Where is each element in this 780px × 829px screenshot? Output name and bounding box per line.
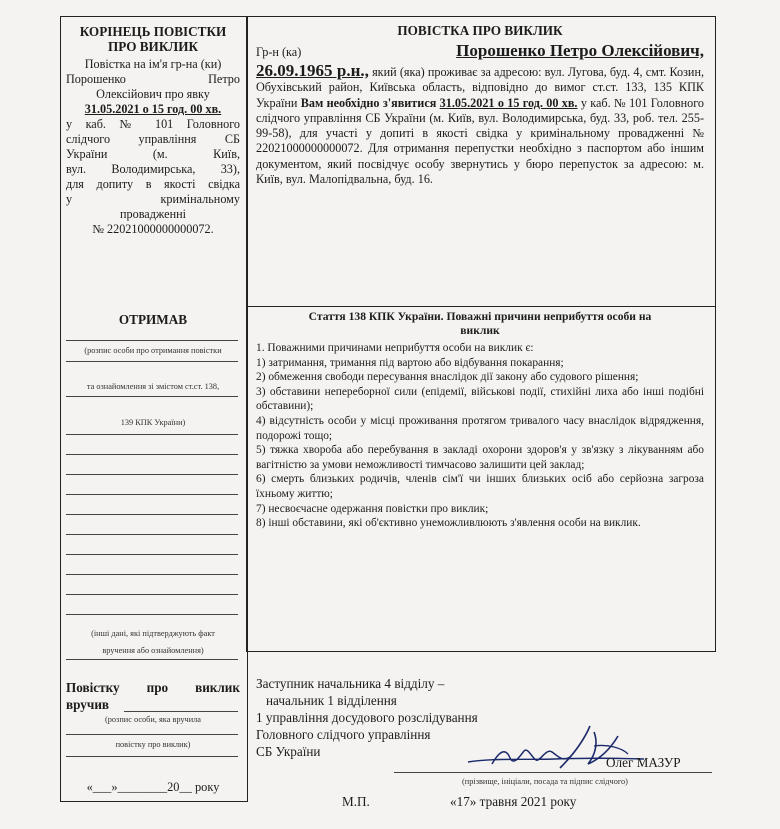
signature-line[interactable] (66, 361, 238, 362)
blank-line[interactable] (66, 434, 238, 435)
delivered-note-1: (розпис особи, яка вручила (105, 715, 201, 724)
blank-line[interactable] (66, 756, 238, 757)
article-item: 3) обставини непереборної сили (епідемії, військові події, стихійні лиха або інші подібні обставини); (256, 385, 704, 413)
article-grounds (256, 341, 704, 531)
stub-line: № 22021000000000072. (92, 222, 214, 236)
article-item: 8) інші обставини, які об'єктивно унеможливлюють з'явлення особи на виклик. (256, 517, 641, 530)
signature-line[interactable] (66, 396, 238, 397)
stub-datetime: 31.05.2021 о 15 год. 00 хв. (84, 102, 222, 116)
received-note-1: (розпис особи про отримання повістки (84, 346, 222, 355)
citizen-dob: 26.09.1965 р.н., (256, 61, 369, 80)
blank-line[interactable] (66, 594, 238, 595)
article-item: 1. Поважними причинами неприбуття особи на виклик є: (256, 342, 534, 354)
received-title: ОТРИМАВ (118, 312, 188, 327)
signer-note: (прізвище, ініціали, посада та підпис слідчого) (462, 777, 628, 786)
blank-line[interactable] (66, 574, 238, 575)
received-note-3: 139 КПК України) (120, 418, 186, 427)
blank-line[interactable] (66, 614, 238, 615)
place-text: у каб. № 101 Головного слідчого управління СБ України (м. Київ, вул. Володимирська, буд. 33, роб. тел. 255-99-58), для участі у допиті в якості свідка у кримінальному провадженні № 22021000000000072. Для отримання перепустки необхідно з паспортом або іншим документом, який посвідчує особу звернутись у бюро перепусток за адресою: м. Київ, вул. Малопідвальна, буд. 16. (256, 95, 705, 187)
blank-line[interactable] (66, 474, 238, 475)
official-position-line: СБ України (256, 744, 321, 759)
article-title-2: виклик (460, 324, 500, 337)
official-position-line: Головного слідчого управління (256, 727, 431, 742)
article-item: 1) затримання, тримання під вартою або відбування покарання; (256, 356, 564, 369)
seal-mark: М.П. (342, 794, 370, 809)
summons-title: ПОВІСТКА ПРО ВИКЛИК (397, 23, 563, 38)
appear-bold: Вам необхідно з'явитися (300, 95, 437, 110)
stub-line: у каб. № 101 Головного (66, 117, 240, 131)
article-item: 7) несвоєчасне одержання повістки про виклик; (256, 502, 489, 515)
delivered-label-2: вручив (66, 697, 110, 712)
delivered-signature-line[interactable] (124, 711, 238, 712)
citizen-prefix: Гр-н (ка) (256, 45, 302, 59)
official-position-line: Заступник начальника 4 відділу – (256, 676, 445, 691)
blank-line[interactable] (66, 734, 238, 735)
other-data-note-2: вручення або ознайомлення) (102, 646, 204, 655)
blank-line[interactable] (66, 659, 238, 660)
stub-title-1: КОРІНЕЦЬ ПОВІСТКИ (79, 24, 227, 39)
citizen-name: Порошенко Петро Олексійович, (456, 41, 704, 60)
blank-line[interactable] (66, 514, 238, 515)
stub-date-line[interactable]: «___»________20__ року (86, 780, 220, 794)
official-position-line: начальник 1 відділення (266, 693, 397, 708)
delivered-note-2: повістку про виклик) (115, 740, 191, 749)
blank-line[interactable] (66, 454, 238, 455)
article-item: 4) відсутність особи у місці проживання протягом тривалого часу внаслідок відрядження, подорожі тощо; (256, 414, 704, 442)
appear-datetime: 31.05.2021 о 15 год. 00 хв. (439, 95, 578, 110)
delivered-label-1: Повістку про виклик (66, 680, 240, 695)
summons-divider (246, 306, 716, 307)
signature-line[interactable] (66, 340, 238, 341)
stub-line: Олексійович про явку (96, 87, 210, 101)
summons-sheet (60, 16, 726, 818)
stub-title-2: ПРО ВИКЛИК (107, 39, 199, 54)
article-item: 2) обмеження свободи пересування внаслідок дії закону або судового рішення; (256, 371, 639, 384)
stub-line: вул. Володимирська, 33), (66, 162, 240, 176)
stub-line: для допиту в якості свідка (66, 177, 240, 191)
signature-block (256, 675, 478, 760)
stub-line: слідчого управління СБ (66, 132, 240, 146)
blank-line[interactable] (66, 494, 238, 495)
summons-body (256, 41, 704, 187)
stub-line: провадженні (119, 207, 186, 221)
official-position-line: 1 управління досудового розслідування (256, 710, 478, 725)
stub-line: України (м. Київ, (66, 147, 240, 161)
address-text: який (яка) проживає за адресою: вул. Лугова, буд. 4, смт. Козин, Обухівський район, Київська область, відповідно до вимог ст.ст. 133, 135 КПК України (256, 65, 705, 110)
stub-line: Повістка на ім'я гр-на (ки) (84, 57, 222, 71)
blank-line[interactable] (66, 554, 238, 555)
stub-line: Порошенко Петро (66, 72, 240, 86)
received-note-2: та ознайомлення зі змістом ст.ст. 138, (86, 382, 220, 391)
blank-line[interactable] (66, 534, 238, 535)
article-item: 5) тяжка хвороба або перебування в закладі охорони здоров'я у зв'язку з лікуванням або вагітністю за умови неможливості тимчасово залишити цей заклад; (256, 444, 704, 471)
signer-underline (394, 772, 712, 773)
issue-date: «17» травня 2021 року (450, 794, 577, 809)
other-data-note-1: (інші дані, які підтверджують факт (91, 629, 215, 638)
article-item: 6) смерть близьких родичів, членів сім'ї чи інших близьких осіб або серйозна загроза їхньому життю; (256, 473, 704, 500)
stub-line: у кримінальному (66, 192, 240, 206)
article-title-1: Стаття 138 КПК України. Поважні причини неприбуття особи на (308, 310, 652, 323)
signer-name: Олег МАЗУР (606, 755, 681, 770)
